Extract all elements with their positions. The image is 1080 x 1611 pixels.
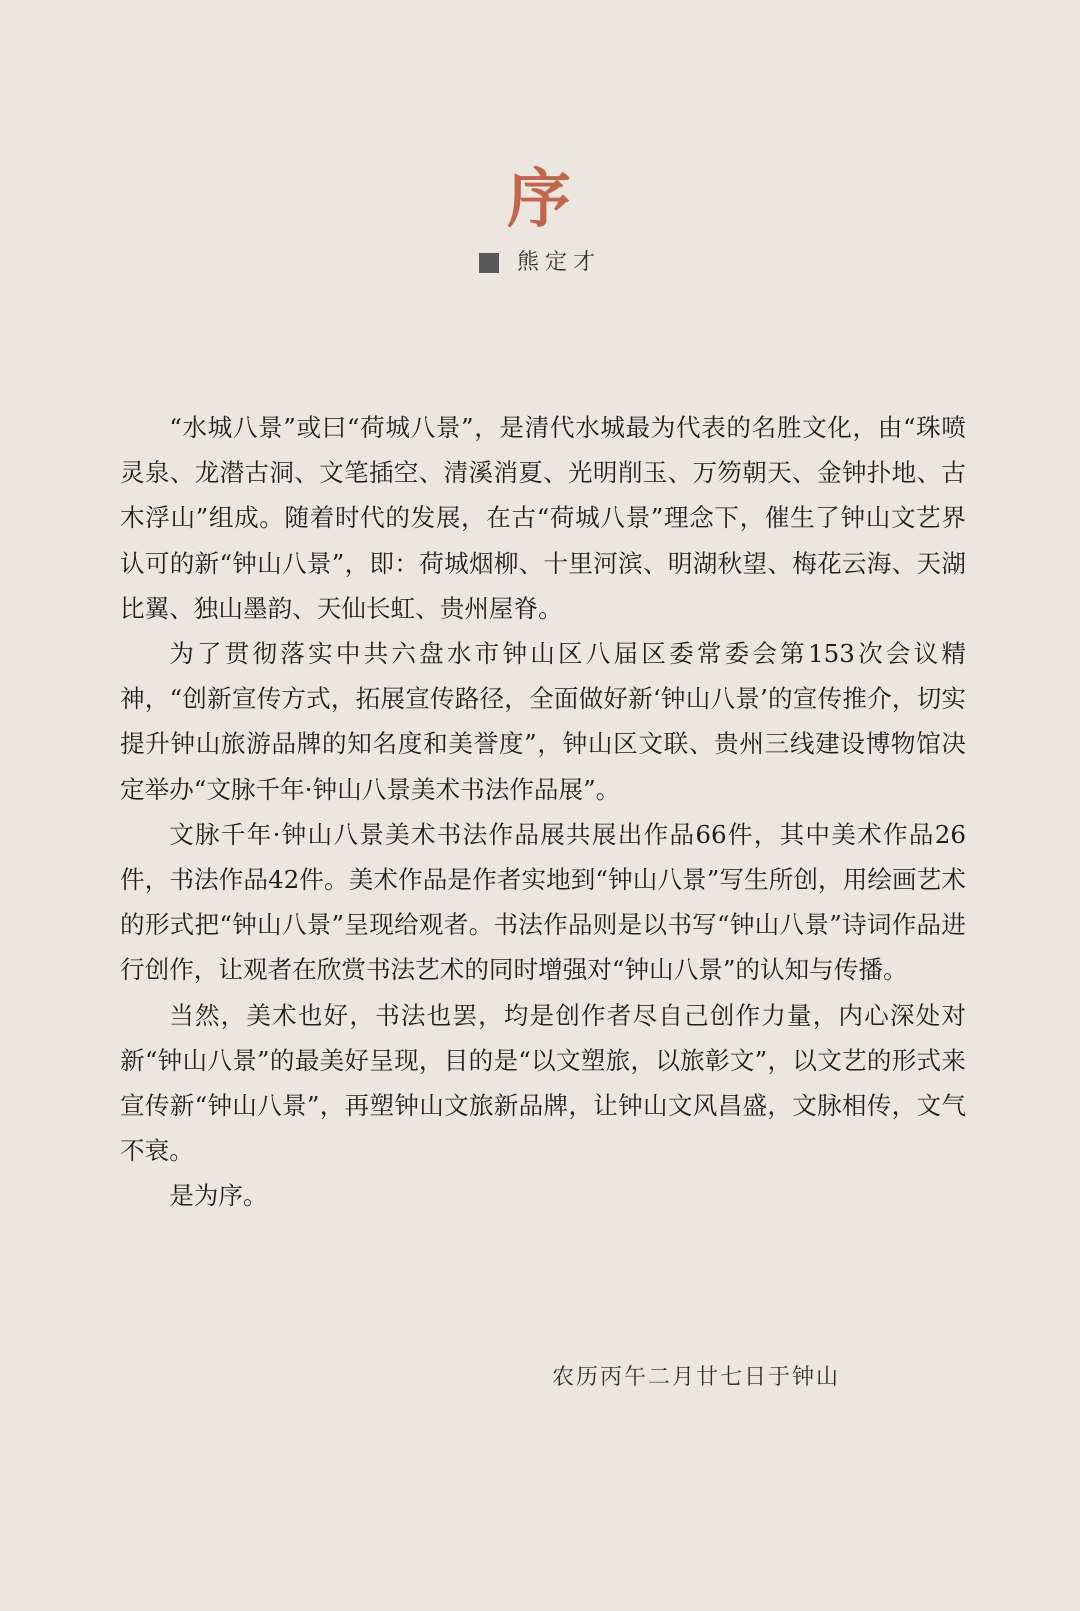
author-name: 熊定才 xyxy=(516,250,601,275)
dateline: 农历丙午二月廿七日于钟山 xyxy=(551,1365,840,1390)
preface-body xyxy=(120,405,966,1219)
closing-line: 是为序。 xyxy=(169,1181,268,1211)
page-title: 序 xyxy=(507,162,573,237)
paragraph: 文脉千年·钟山八景美术书法作品展共展出作品66件，其中美术作品26件，书法作品42件。美术作品是作者实地到“钟山八景”写生所创，用绘画艺术的形式把“钟山八景”呈现给观者。书法作品则是以书写“钟山八景”诗词作品进行创作，让观者在欣赏书法艺术的同时增强对“钟山八景”的认知与传播。 xyxy=(120,819,966,985)
author-line xyxy=(0,248,1080,278)
square-bullet-icon xyxy=(479,253,499,273)
paragraph: 当然，美术也好，书法也罢，均是创作者尽自己创作力量，内心深处对新“钟山八景”的最美好呈现，目的是“以文塑旅，以旅彰文”，以文艺的形式来宣传新“钟山八景”，再塑钟山文旅新品牌，让钟山文风昌盛，文脉相传，文气不衰。 xyxy=(120,1000,966,1166)
paragraph: 为了贯彻落实中共六盘水市钟山区八届区委常委会第153次会议精神，“创新宣传方式，拓展宣传路径，全面做好新‘钟山八景’的宣传推介，切实提升钟山旅游品牌的知名度和美誉度”，钟山区文联、贵州三线建设博物馆决定举办“文脉千年·钟山八景美术书法作品展”。 xyxy=(120,639,966,804)
paragraph: “水城八景”或曰“荷城八景”，是清代水城最为代表的名胜文化，由“珠喷灵泉、龙潜古洞、文笔插空、清溪消夏、光明削玉、万笏朝天、金钟扑地、古木浮山”组成。随着时代的发展，在古“荷城八景”理念下，催生了钟山文艺界认可的新“钟山八景”，即：荷城烟柳、十里河滨、明湖秋望、梅花云海、天湖比翼、独山墨韵、天仙长虹、贵州屋脊。 xyxy=(120,413,966,623)
